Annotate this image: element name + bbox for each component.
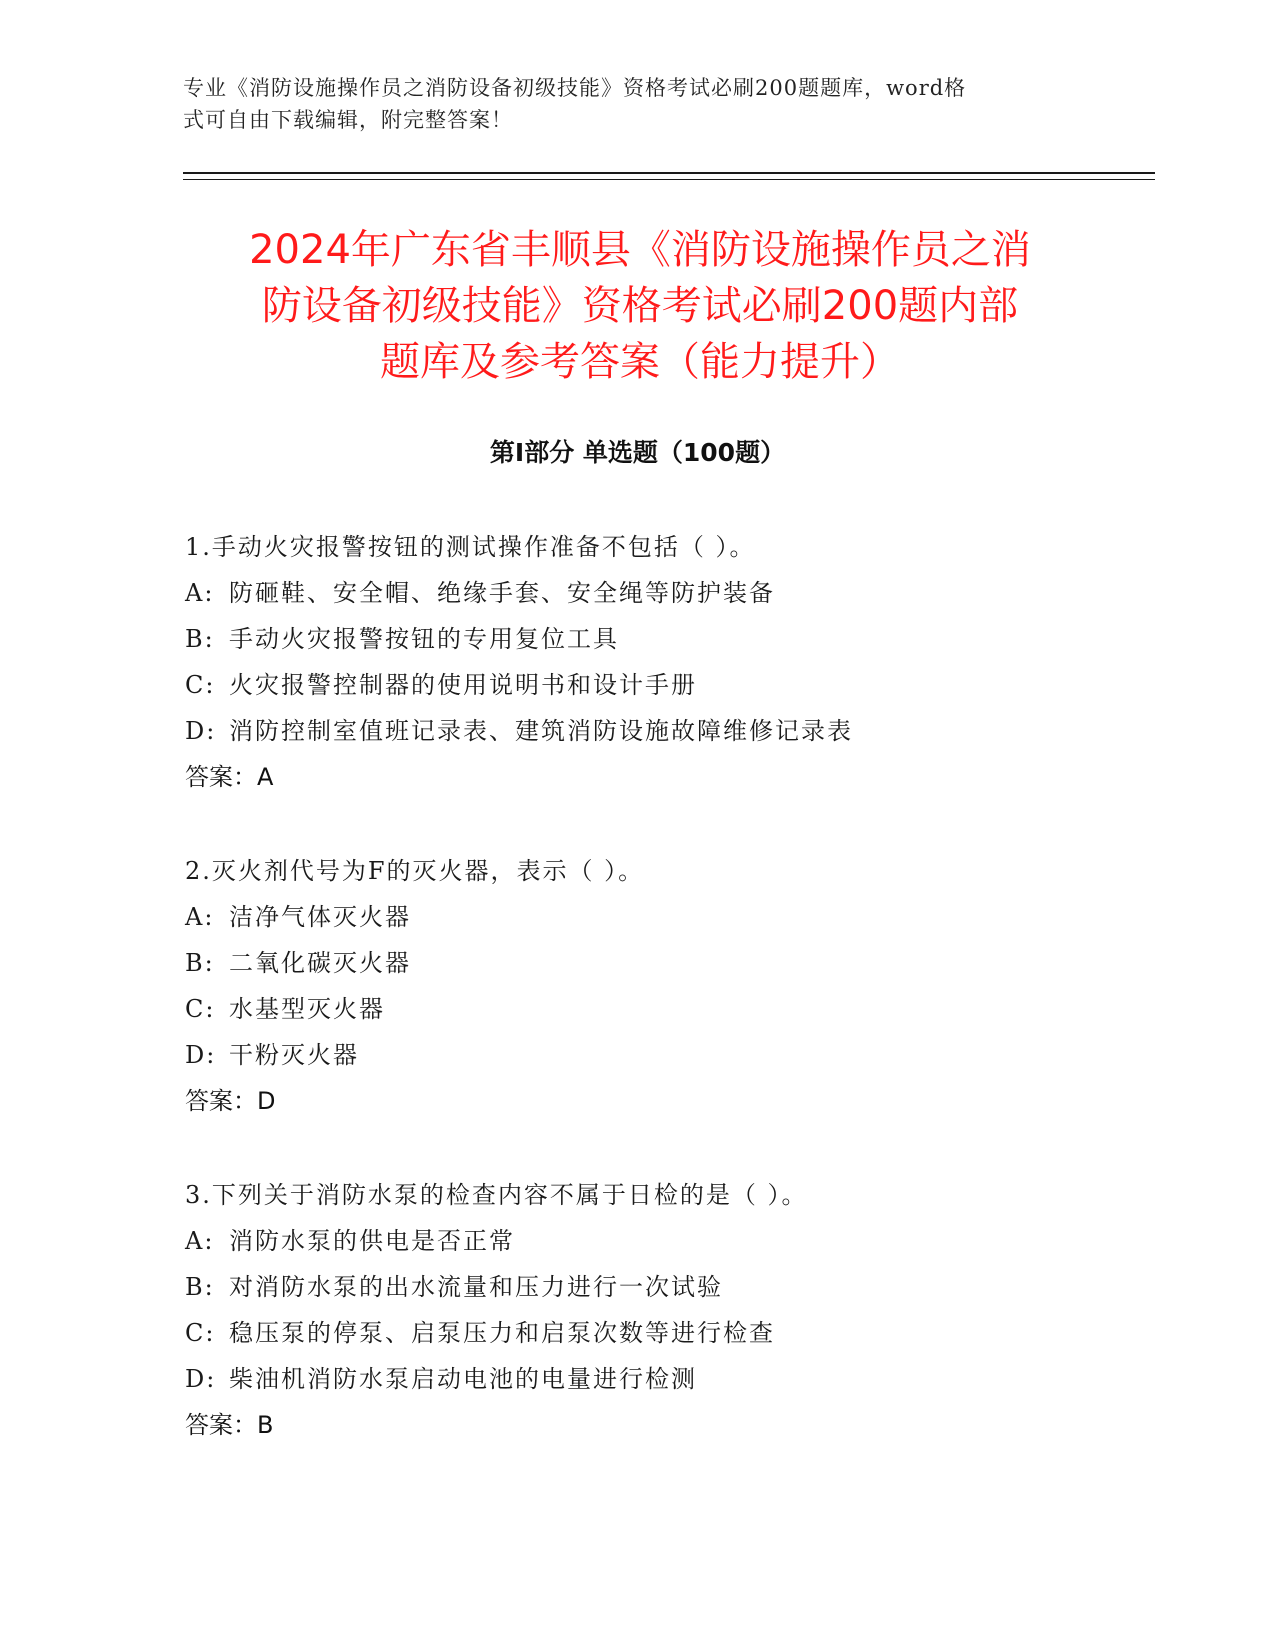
option-key: C:: [185, 995, 216, 1023]
option-d: [185, 1032, 1145, 1078]
document-title: [140, 222, 1140, 390]
question-1: [185, 524, 1145, 800]
option-a: [185, 894, 1145, 940]
option-b: [185, 1264, 1145, 1310]
option-key: C:: [185, 671, 216, 699]
option-text: 稳压泵的停泵、启泵压力和启泵次数等进行检查: [229, 1319, 775, 1347]
option-c: [185, 1310, 1145, 1356]
document-title-line-3: 题库及参考答案（能力提升）: [380, 339, 900, 385]
option-key: A:: [185, 579, 215, 607]
option-key: D:: [185, 1365, 217, 1393]
option-text: 火灾报警控制器的使用说明书和设计手册: [229, 671, 697, 699]
document-title-line-2: 防设备初级技能》资格考试必刷200题内部: [261, 283, 1019, 329]
option-d: [185, 1356, 1145, 1402]
header-note-line-1: 专业《消防设施操作员之消防设备初级技能》资格考试必刷200题题库，word格: [183, 76, 967, 100]
option-c: [185, 662, 1145, 708]
option-c: [185, 986, 1145, 1032]
section-title: 第Ⅰ部分 单选题（100题）: [489, 438, 786, 467]
option-text: 二氧化碳灭火器: [229, 949, 411, 977]
option-b: [185, 616, 1145, 662]
answer: 答案：D: [185, 1087, 276, 1115]
question-stem: 3.下列关于消防水泵的检查内容不属于日检的是（ ）。: [185, 1181, 808, 1209]
header-divider-thin: [183, 179, 1155, 180]
option-text: 消防水泵的供电是否正常: [229, 1227, 515, 1255]
option-key: B:: [185, 625, 215, 653]
option-a: [185, 1218, 1145, 1264]
option-key: B:: [185, 1273, 215, 1301]
question-list: [185, 524, 1145, 1496]
option-key: D:: [185, 717, 217, 745]
option-b: [185, 940, 1145, 986]
document-title-line-1: 2024年广东省丰顺县《消防设施操作员之消: [249, 227, 1031, 273]
question-stem: 1.手动火灾报警按钮的测试操作准备不包括（ ）。: [185, 533, 756, 561]
header-divider-thick: [183, 172, 1155, 174]
option-key: B:: [185, 949, 215, 977]
option-text: 洁净气体灭火器: [229, 903, 411, 931]
option-text: 手动火灾报警按钮的专用复位工具: [229, 625, 619, 653]
header-note: [183, 72, 1063, 136]
option-text: 水基型灭火器: [229, 995, 385, 1023]
option-text: 柴油机消防水泵启动电池的电量进行检测: [229, 1365, 697, 1393]
option-text: 消防控制室值班记录表、建筑消防设施故障维修记录表: [229, 717, 853, 745]
question-stem: 2.灭火剂代号为F的灭火器，表示（ ）。: [185, 857, 645, 885]
option-a: [185, 570, 1145, 616]
option-text: 防砸鞋、安全帽、绝缘手套、安全绳等防护装备: [229, 579, 775, 607]
option-d: [185, 708, 1145, 754]
option-text: 对消防水泵的出水流量和压力进行一次试验: [229, 1273, 723, 1301]
question-3: [185, 1172, 1145, 1448]
option-key: D:: [185, 1041, 217, 1069]
answer: 答案：A: [185, 763, 274, 791]
option-key: A:: [185, 1227, 215, 1255]
question-2: [185, 848, 1145, 1124]
answer: 答案：B: [185, 1411, 274, 1439]
option-text: 干粉灭火器: [229, 1041, 359, 1069]
header-note-line-2: 式可自由下载编辑，附完整答案！: [183, 108, 513, 132]
option-key: C:: [185, 1319, 216, 1347]
option-key: A:: [185, 903, 215, 931]
